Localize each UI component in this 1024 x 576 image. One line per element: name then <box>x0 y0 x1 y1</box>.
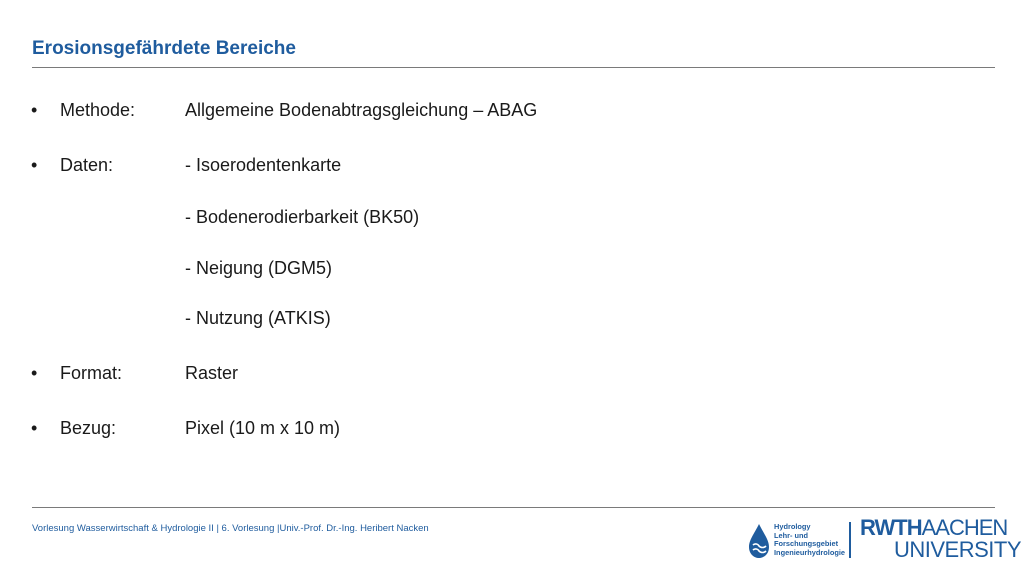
footer-divider <box>32 507 995 508</box>
item-value: - Nutzung (ATKIS) <box>185 308 331 328</box>
item-key: Bezug: <box>60 418 117 438</box>
item-value: - Bodenerodierbarkeit (BK50) <box>185 207 420 227</box>
item-value: - Neigung (DGM5) <box>185 258 333 278</box>
bullet-marker: • <box>31 155 38 175</box>
item-value: Pixel (10 m x 10 m) <box>185 418 341 438</box>
hydrology-logo-text <box>774 523 845 557</box>
item-value: Raster <box>185 363 239 383</box>
footer-text: Vorlesung Wasserwirtschaft & Hydrologie II | 6. Vorlesung |Univ.-Prof. Dr.-Ing. Heribert Nacken <box>32 523 429 534</box>
rwth-logo <box>860 517 1021 560</box>
bullet-marker: • <box>31 100 38 120</box>
bullet-marker: • <box>31 363 38 383</box>
item-value: Allgemeine Bodenabtragsgleichung – ABAG <box>185 100 538 120</box>
item-key: Format: <box>60 363 123 383</box>
bullet-marker: • <box>31 418 38 438</box>
logo-separator <box>849 522 851 558</box>
rwth-logo-thin: AACHEN <box>921 515 1008 540</box>
item-key: Methode: <box>60 100 136 120</box>
item-key: Daten: <box>60 155 114 175</box>
slide-title: Erosionsgefährdete Bereiche <box>32 38 296 59</box>
hydrology-logo-line: Ingenieurhydrologie <box>774 547 846 557</box>
item-value: - Isoerodentenkarte <box>185 155 342 175</box>
hydrology-logo-line: Forschungsgebiet <box>774 539 839 549</box>
hydrology-logo-line: Lehr- und <box>774 530 809 540</box>
rwth-logo-bold: RWTH <box>860 515 922 540</box>
hydrology-logo-line: Hydrology <box>774 522 811 531</box>
rwth-logo-university: UNIVERSITY <box>894 537 1022 562</box>
